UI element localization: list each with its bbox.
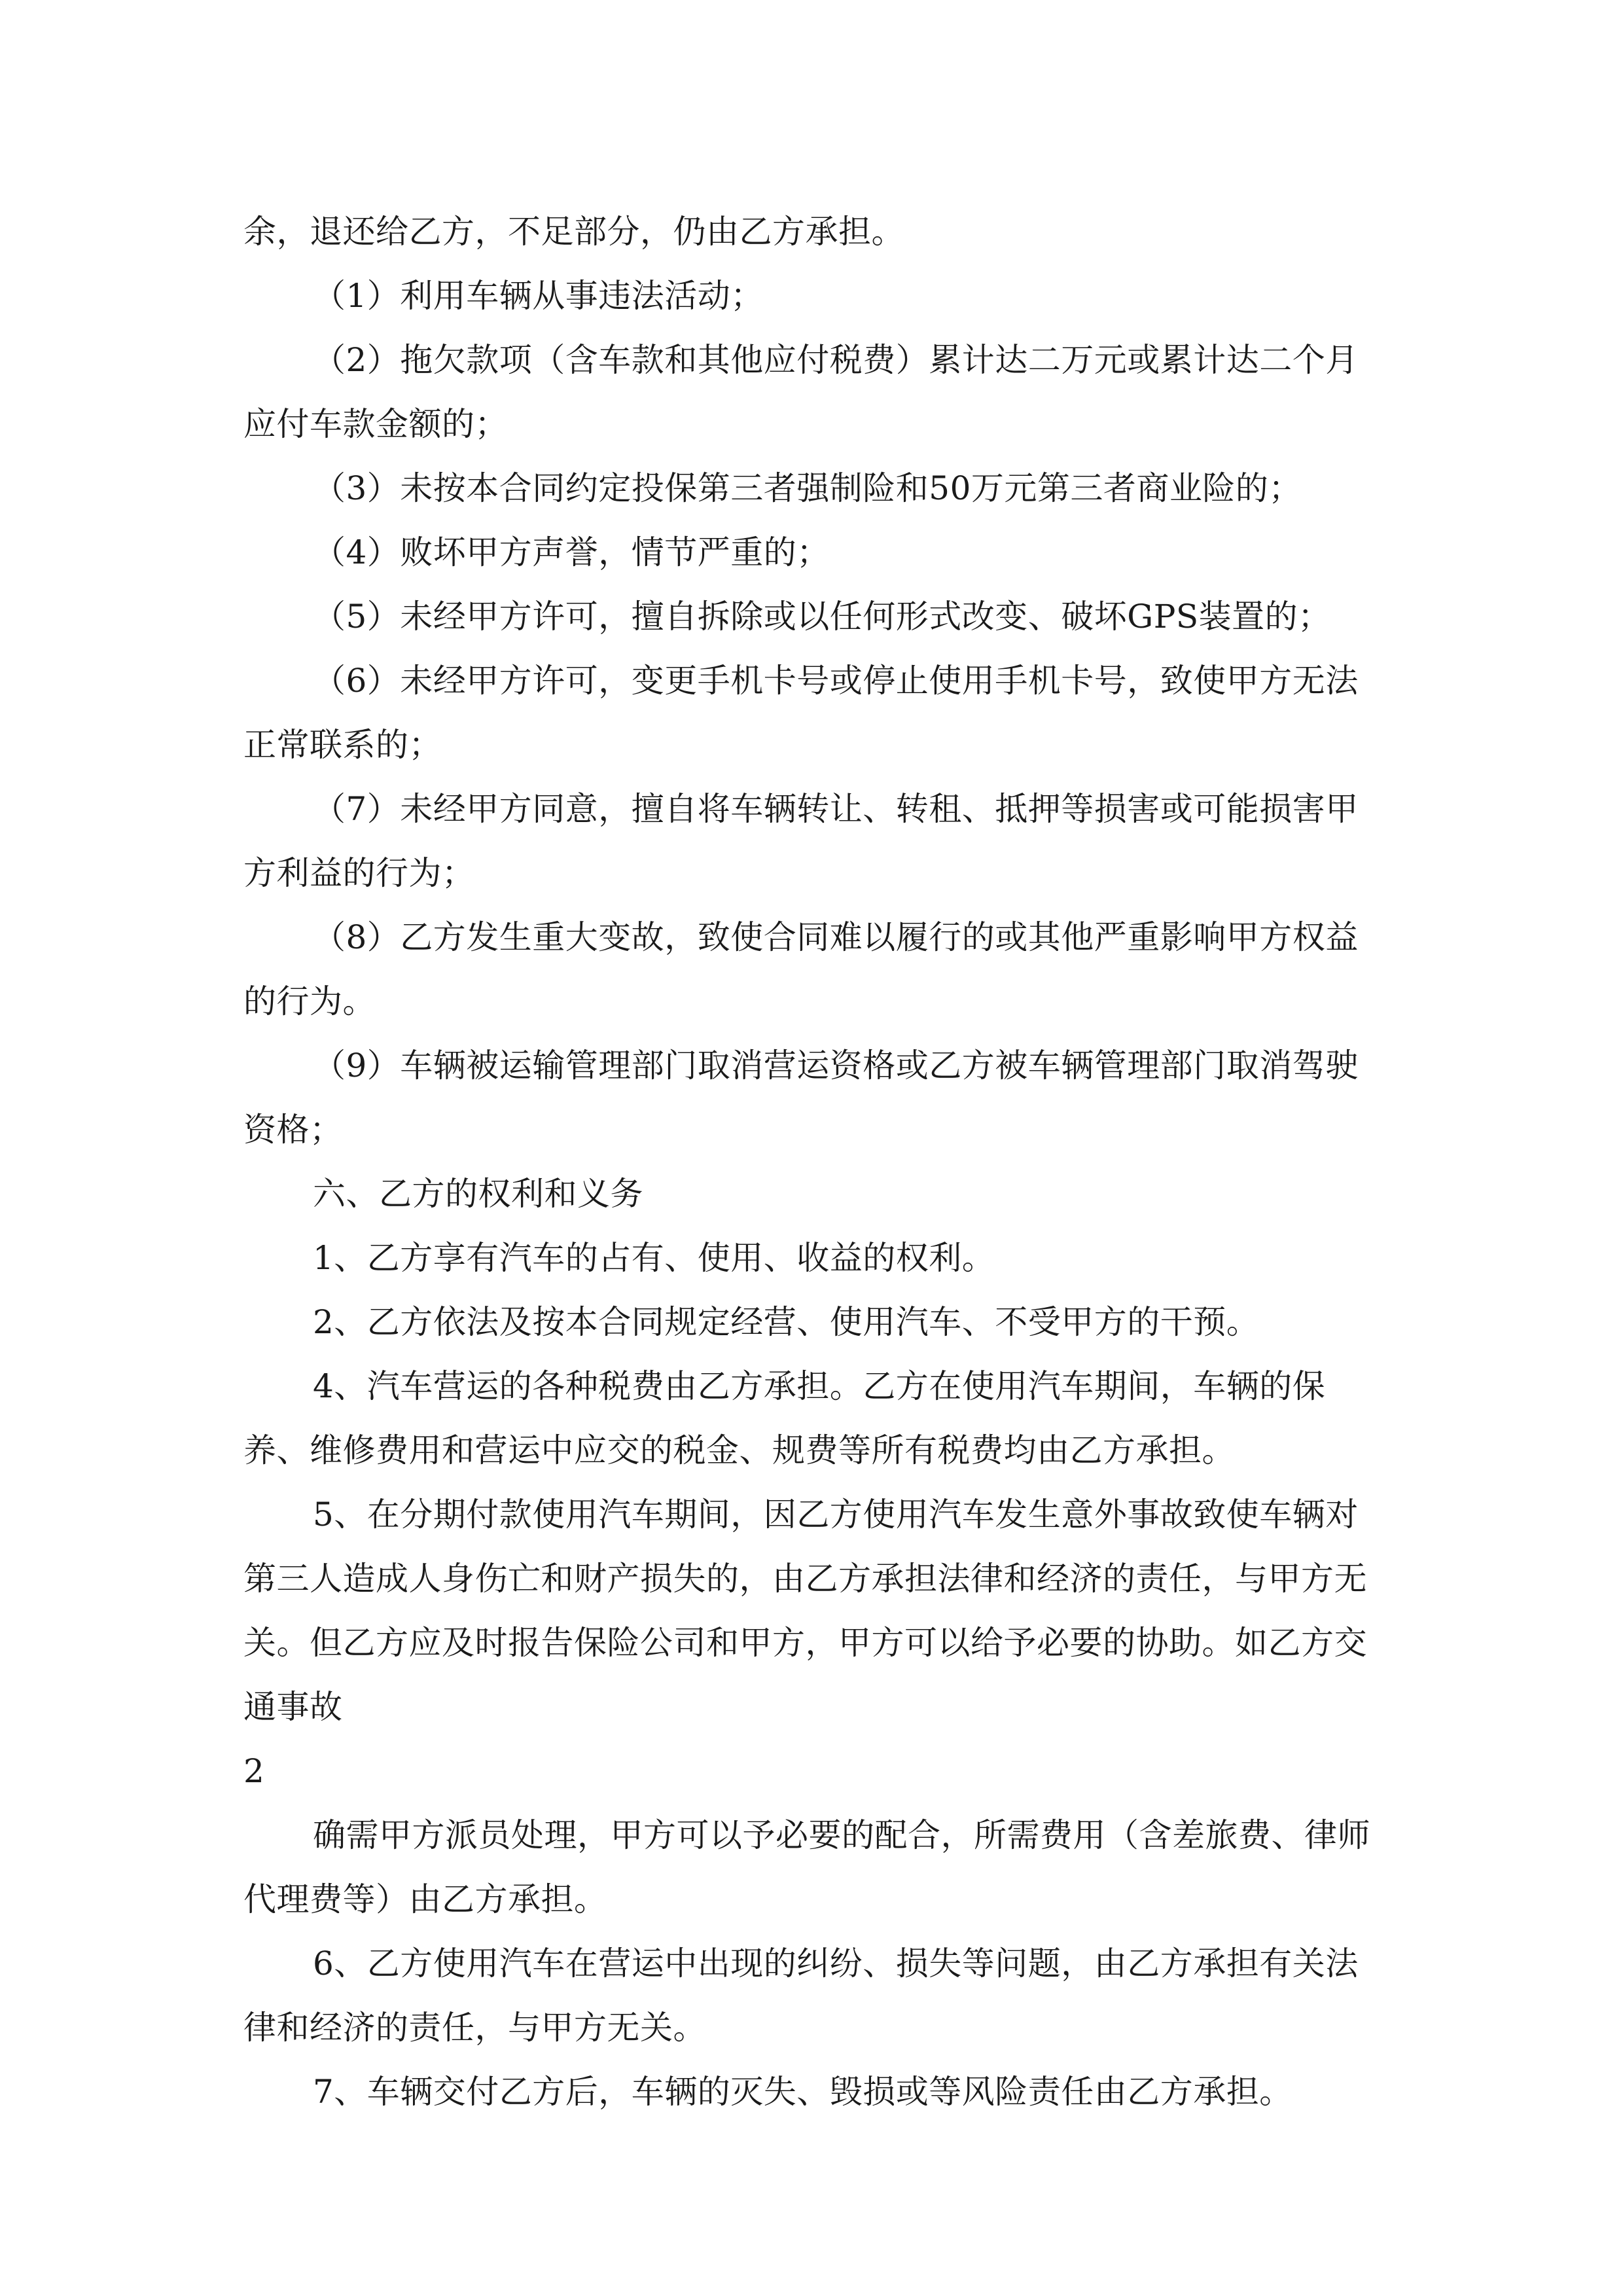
paragraph: 5、在分期付款使用汽车期间，因乙方使用汽车发生意外事故致使车辆对第三人造成人身伤亡和财产损失的，由乙方承担法律和经济的责任，与甲方无关。但乙方应及时报告保险公司和甲方，甲方可以给予必要的协助。如乙方交通事故 <box>243 1496 1367 1726</box>
paragraph: （2）拖欠款项（含车款和其他应付税费）累计达二万元或累计达二个月应付车款金额的； <box>243 341 1359 443</box>
paragraph: 余，退还给乙方，不足部分，仍由乙方承担。 <box>243 213 904 251</box>
paragraph: 1、乙方享有汽车的占有、使用、收益的权利。 <box>313 1239 995 1277</box>
page-number: 2 <box>243 1752 264 1790</box>
paragraph: 确需甲方派员处理，甲方可以予必要的配合，所需费用（含差旅费、律师代理费等）由乙方承担。 <box>243 1816 1370 1918</box>
section-heading: 六、乙方的权利和义务 <box>313 1175 643 1213</box>
paragraph: （5）未经甲方许可，擅自拆除或以任何形式改变、破坏GPS装置的； <box>313 598 1331 636</box>
paragraph: 4、汽车营运的各种税费由乙方承担。乙方在使用汽车期间，车辆的保养、维修费用和营运中应交的税金、规费等所有税费均由乙方承担。 <box>243 1367 1326 1469</box>
paragraph: 7、车辆交付乙方后，车辆的灭失、毁损或等风险责任由乙方承担。 <box>313 2073 1293 2111</box>
paragraph: （8）乙方发生重大变故，致使合同难以履行的或其他严重影响甲方权益的行为。 <box>243 918 1359 1020</box>
paragraph: （1）利用车辆从事违法活动； <box>313 277 764 315</box>
paragraph: 2、乙方依法及按本合同规定经营、使用汽车、不受甲方的干预。 <box>313 1303 1260 1341</box>
document-body <box>243 200 1382 2124</box>
paragraph: （6）未经甲方许可，变更手机卡号或停止使用手机卡号，致使甲方无法正常联系的； <box>243 662 1359 764</box>
paragraph: （4）败坏甲方声誉，情节严重的； <box>313 533 830 571</box>
paragraph: （7）未经甲方同意，擅自将车辆转让、转租、抵押等损害或可能损害甲方利益的行为； <box>243 790 1359 892</box>
paragraph: （9）车辆被运输管理部门取消营运资格或乙方被车辆管理部门取消驾驶资格； <box>243 1047 1359 1149</box>
paragraph: 6、乙方使用汽车在营运中出现的纠纷、损失等问题，由乙方承担有关法律和经济的责任，与甲方无关。 <box>243 1945 1359 2047</box>
paragraph: （3）未按本合同约定投保第三者强制险和50万元第三者商业险的； <box>313 469 1302 507</box>
